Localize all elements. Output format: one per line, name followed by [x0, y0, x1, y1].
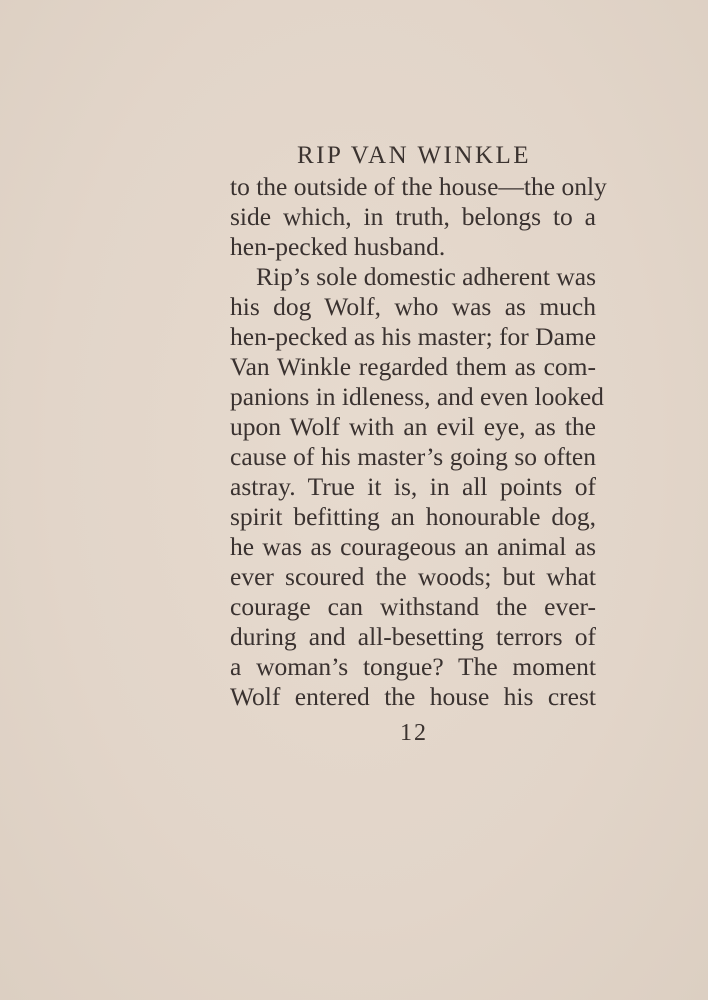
page-number: 12	[400, 720, 428, 746]
body-text	[230, 172, 607, 712]
text-line: hen-pecked as his master; for Dame	[230, 322, 597, 351]
text-line: side which, in truth, belongs to a	[230, 202, 596, 231]
text-line: Rip’s sole domestic adherent was	[256, 262, 596, 291]
text-line: hen-pecked husband.	[230, 232, 446, 261]
text-line: during and all-besetting terrors of	[230, 622, 596, 651]
text-line: ever scoured the woods; but what	[230, 562, 596, 591]
text-line: upon Wolf with an evil eye, as the	[230, 412, 596, 441]
text-line: his dog Wolf, who was as much	[230, 292, 596, 321]
text-line: he was as courageous an animal as	[230, 532, 596, 561]
text-line: astray. True it is, in all points of	[230, 472, 596, 501]
text-line: a woman’s tongue? The moment	[230, 652, 596, 681]
text-line: Wolf entered the house his crest	[230, 682, 596, 711]
text-line: spirit befitting an honourable dog,	[230, 502, 596, 531]
running-head-title: RIP VAN WINKLE	[296, 142, 532, 169]
text-line: panions in idleness, and even looked	[230, 382, 604, 411]
text-line: to the outside of the house—the only	[230, 172, 607, 201]
text-line: cause of his master’s going so often	[230, 442, 596, 471]
text-line: courage can withstand the ever-	[230, 592, 596, 621]
text-line: Van Winkle regarded them as com-	[230, 352, 596, 381]
